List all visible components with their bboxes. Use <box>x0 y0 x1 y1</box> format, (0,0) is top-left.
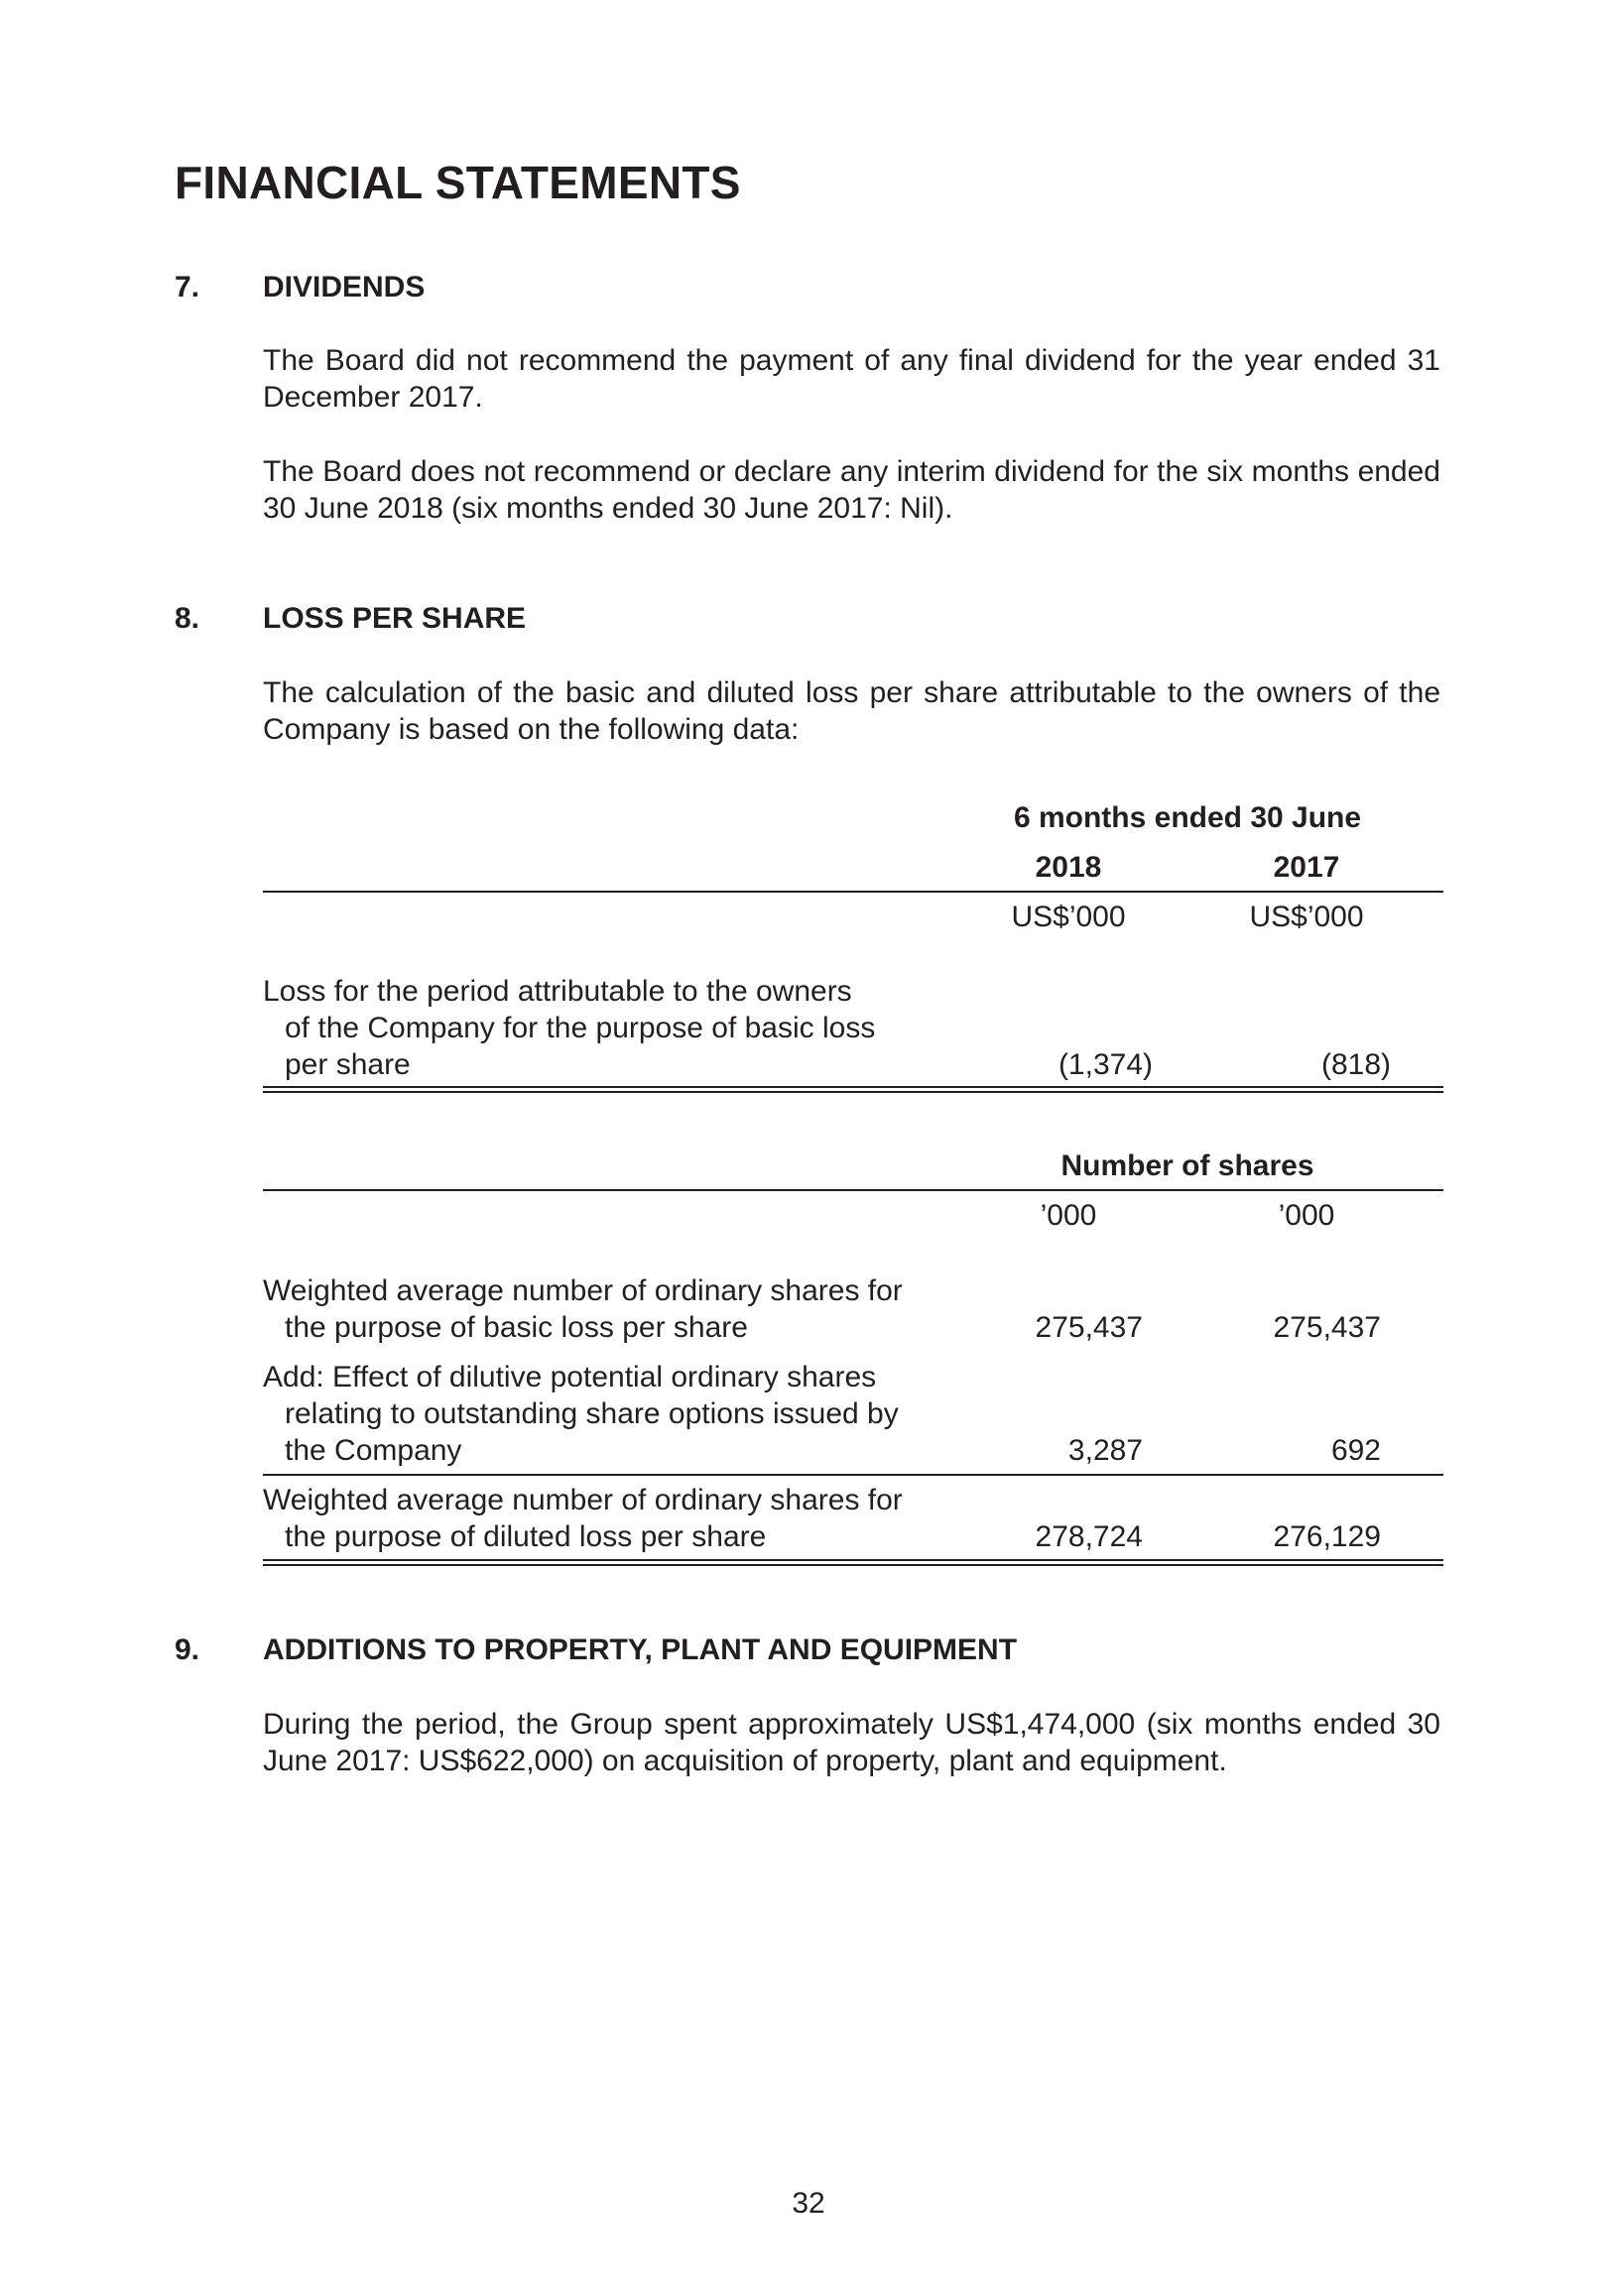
section-title-loss-per-share: LOSS PER SHARE <box>263 602 527 635</box>
unit-label-2017: US$’000 <box>1249 901 1364 933</box>
loss-row-label <box>263 973 977 1083</box>
shares-unit-2018: ’000 <box>1040 1199 1097 1232</box>
basic-shares-label-line: Weighted average number of ordinary shares for <box>263 1274 903 1307</box>
loss-per-share-intro: The calculation of the basic and diluted loss per share attributable to the owners of the Company is based on the following data: <box>263 676 1440 746</box>
dilutive-effect-label-line: Add: Effect of dilutive potential ordinary shares <box>263 1361 877 1393</box>
section-title-dividends: DIVIDENDS <box>263 271 426 303</box>
loss-total-double-rule <box>263 1086 1443 1093</box>
diluted-shares-label-line: Weighted average number of ordinary shares for <box>263 1484 903 1516</box>
year-header-2017: 2017 <box>1273 851 1340 884</box>
loss-row-label-line: of the Company for the purpose of basic loss <box>285 1012 876 1044</box>
loss-row-label-line: per share <box>285 1048 411 1081</box>
unit-label-2018: US$’000 <box>1011 901 1126 933</box>
basic-shares-label-line: the purpose of basic loss per share <box>285 1311 748 1344</box>
basic-shares-label <box>263 1272 977 1346</box>
shares-total-double-rule <box>263 1559 1443 1566</box>
dividends-paragraph-1: The Board did not recommend the payment of any final dividend for the year ended 31 December 2017. <box>263 344 1440 414</box>
diluted-shares-label-line: the purpose of diluted loss per share <box>285 1520 767 1553</box>
loss-row-label-line: Loss for the period attributable to the owners <box>263 975 852 1008</box>
page-number: 32 <box>792 2187 825 2220</box>
basic-shares-2017: 275,437 <box>1273 1311 1381 1344</box>
shares-header: Number of shares <box>1060 1149 1314 1182</box>
diluted-shares-2017: 276,129 <box>1273 1520 1381 1553</box>
dilutive-effect-label-line: the Company <box>285 1434 462 1467</box>
loss-value-2018: (1,374) <box>1058 1048 1153 1081</box>
dilutive-effect-2017: 692 <box>1330 1434 1381 1467</box>
subtotal-rule <box>263 1474 1443 1476</box>
shares-header-rule <box>263 1189 1443 1191</box>
section-number-9: 9. <box>175 1633 200 1666</box>
page-title: FINANCIAL STATEMENTS <box>175 157 741 208</box>
dividends-paragraph-2: The Board does not recommend or declare any interim dividend for the six months ended 30 June 2018 (six months ended 30 June 2017: Nil). <box>263 455 1440 525</box>
dilutive-effect-2018: 3,287 <box>1067 1434 1143 1467</box>
dilutive-effect-label <box>263 1359 977 1469</box>
period-header: 6 months ended 30 June <box>1013 801 1362 834</box>
basic-shares-2018: 275,437 <box>1035 1311 1143 1344</box>
section-number-7: 7. <box>175 271 200 303</box>
loss-value-2017: (818) <box>1320 1048 1391 1081</box>
section-number-8: 8. <box>175 602 200 635</box>
ppe-paragraph: During the period, the Group spent approximately US$1,474,000 (six months ended 30 June 2017: US$622,000) on acquisition of property, plant and equipment. <box>263 1708 1440 1777</box>
diluted-shares-label <box>263 1482 977 1555</box>
diluted-shares-2018: 278,724 <box>1035 1520 1143 1553</box>
section-title-ppe: ADDITIONS TO PROPERTY, PLANT AND EQUIPMENT <box>263 1633 1018 1666</box>
header-rule <box>263 891 1443 893</box>
year-header-2018: 2018 <box>1035 851 1102 884</box>
dilutive-effect-label-line: relating to outstanding share options issued by <box>285 1397 899 1430</box>
shares-unit-2017: ’000 <box>1278 1199 1335 1232</box>
